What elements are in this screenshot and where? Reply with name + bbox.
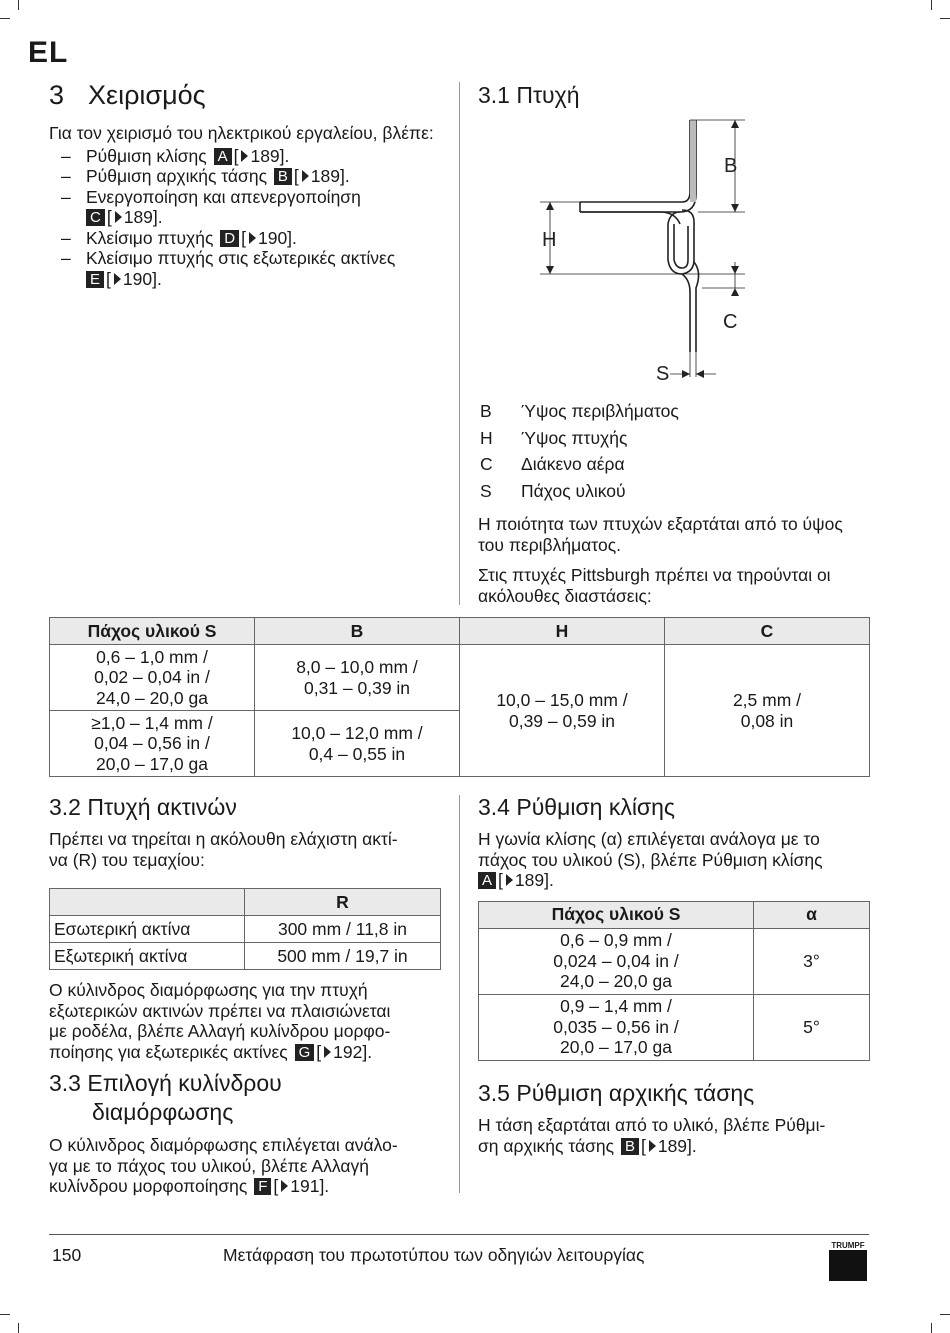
page-ref-arrow-icon — [281, 1180, 288, 1192]
section-paragraph: Η τάση εξαρτάται από το υλικό, βλέπε Ρύθμι- ση αρχικής τάσης B [ 189]. — [478, 1115, 826, 1156]
list-item: – Ενεργοποίηση και απενεργοποίηση C [ 189]. — [49, 187, 449, 228]
diagram-label-b: B — [724, 155, 738, 177]
crop-mark — [0, 18, 10, 19]
page-ref-arrow-icon — [249, 232, 256, 244]
column-header — [50, 889, 245, 916]
table-cell: Εξωτερική ακτίνα — [50, 943, 245, 970]
page-ref-link[interactable]: 190]. — [122, 268, 162, 289]
radius-table — [49, 888, 441, 970]
page-ref-arrow-icon — [302, 170, 309, 182]
crop-mark — [18, 1323, 19, 1333]
language-code: EL — [28, 36, 69, 69]
table-header-row — [50, 889, 441, 916]
section-title: 3.5 Ρύθμιση αρχικής τάσης — [478, 1080, 755, 1106]
figure-key-badge: D — [220, 230, 239, 247]
table-cell: 0,6 – 1,0 mm / 0,02 – 0,04 in / 24,0 – 20,0 ga — [50, 645, 255, 711]
page-ref-link[interactable]: 189]. — [514, 870, 554, 890]
seam-diagram — [530, 112, 770, 387]
table-cell: 300 mm / 11,8 in — [245, 916, 441, 943]
section-3-3 — [49, 1069, 449, 1197]
page-ref-link[interactable]: 189]. — [123, 207, 163, 227]
diagram-legend — [480, 398, 679, 504]
column-header: C — [665, 618, 870, 645]
brand-logo: TRUMPF — [829, 1241, 867, 1281]
table-row — [479, 928, 870, 994]
legend-row: C Διάκενο αέρα — [480, 454, 625, 474]
column-divider — [459, 82, 460, 605]
section-3-5 — [478, 1080, 870, 1156]
table-header-row — [479, 901, 870, 928]
column-header: H — [460, 618, 665, 645]
section-3-4 — [478, 794, 870, 1061]
page-ref-arrow-icon — [114, 273, 121, 285]
table-cell: 3° — [754, 928, 870, 994]
table-cell: 5° — [754, 994, 870, 1060]
figure-key-badge: A — [214, 148, 232, 165]
crop-mark — [940, 18, 950, 19]
diagram-label-c: C — [723, 311, 738, 333]
diagram-label-s: S — [656, 363, 670, 385]
page-number: 150 — [52, 1245, 82, 1265]
section-intro: Πρέπει να τηρείται η ακόλουθη ελάχιστη ακτί- να (R) του τεμαχίου: — [49, 829, 398, 870]
section-heading — [49, 80, 449, 111]
figure-key-badge: C — [86, 209, 105, 226]
section-title: 3.2 Πτυχή ακτινών — [49, 794, 237, 820]
figure-key-badge: A — [478, 872, 496, 889]
column-divider — [459, 795, 460, 1193]
angle-table — [478, 901, 870, 1061]
footer-rule — [49, 1234, 869, 1235]
section-intro: Για τον χειρισμό του ηλεκτρικού εργαλείου, βλέπε: — [49, 123, 434, 143]
crop-mark — [18, 0, 19, 10]
table-cell: 500 mm / 19,7 in — [245, 943, 441, 970]
page-ref-link[interactable]: 189]. — [310, 166, 350, 186]
page-ref-link[interactable]: 190]. — [257, 227, 297, 248]
figure-key-badge: F — [254, 1178, 271, 1195]
table-cell: 0,9 – 1,4 mm / 0,035 – 0,56 in / 20,0 – 17,0 ga — [479, 994, 754, 1060]
section-3-1-title: 3.1 Πτυχή — [478, 82, 580, 108]
figure-key-badge: B — [274, 168, 292, 185]
table-cell: 2,5 mm / 0,08 in — [665, 645, 870, 777]
section-3 — [49, 80, 449, 289]
figure-key-badge: G — [295, 1044, 315, 1061]
column-header: R — [245, 889, 441, 916]
crop-mark — [0, 1314, 10, 1315]
list-item: – Κλείσιμο πτυχής D [ 190]. — [49, 228, 449, 249]
section-title: Χειρισμός — [88, 80, 206, 110]
section-paragraph: Ο κύλινδρος διαμόρφωσης για την πτυχή εξωτερικών ακτινών πρέπει να πλαισιώνεται με ροδέλα, βλέπε Αλλαγή κυλίνδρου μορφο- ποίησης για εξωτερικές ακτίνες G [ 192]. — [49, 980, 391, 1062]
figure-key-badge: B — [621, 1138, 639, 1155]
column-header: α — [754, 901, 870, 928]
table-cell: ≥1,0 – 1,4 mm / 0,04 – 0,56 in / 20,0 – 17,0 ga — [50, 711, 255, 777]
figure-key-badge: E — [86, 271, 104, 288]
page-ref-arrow-icon — [324, 1046, 331, 1058]
table-header-row — [50, 618, 870, 645]
table-cell: Εσωτερική ακτίνα — [50, 916, 245, 943]
page-ref-arrow-icon — [506, 874, 513, 886]
diagram-label-h: H — [542, 229, 557, 251]
section-3-2 — [49, 794, 449, 1062]
quality-paragraph: Η ποιότητα των πτυχών εξαρτάται από το ύψος του περιβλήματος. — [478, 514, 843, 555]
crop-mark — [931, 1323, 932, 1333]
section-number: 3 — [49, 80, 65, 110]
page-ref-arrow-icon — [241, 150, 248, 162]
page-ref-arrow-icon — [649, 1140, 656, 1152]
page-ref-link[interactable]: 192]. — [333, 1041, 373, 1062]
table-cell: 0,6 – 0,9 mm / 0,024 – 0,04 in / 24,0 – 20,0 ga — [479, 928, 754, 994]
table-row — [50, 916, 441, 943]
table-row — [50, 943, 441, 970]
page-ref-arrow-icon — [115, 211, 122, 223]
section-title: 3.4 Ρύθμιση κλίσης — [478, 794, 675, 820]
table-cell: 10,0 – 12,0 mm / 0,4 – 0,55 in — [255, 711, 460, 777]
list-item: – Ρύθμιση αρχικής τάσης B [ 189]. — [49, 166, 449, 187]
footer-text: Μετάφραση του πρωτοτύπου των οδηγιών λειτουργίας — [223, 1245, 645, 1265]
list-item: – Ρύθμιση κλίσης A [ 189]. — [49, 146, 449, 167]
crop-mark — [940, 1314, 950, 1315]
page-ref-link[interactable]: 191]. — [290, 1176, 330, 1196]
page-ref-link[interactable]: 189]. — [657, 1135, 697, 1156]
brand-logo-block — [829, 1250, 867, 1281]
crop-mark — [931, 0, 932, 10]
column-header: B — [255, 618, 460, 645]
column-header: Πάχος υλικού S — [50, 618, 255, 645]
section-paragraph: Η γωνία κλίσης (α) επιλέγεται ανάλογα με το πάχος του υλικού (S), βλέπε Ρύθμιση κλίσης A [ 189]. — [478, 829, 823, 890]
column-header: Πάχος υλικού S — [479, 901, 754, 928]
section-paragraph: Ο κύλινδρος διαμόρφωσης επιλέγεται ανάλο- γα με το πάχος του υλικού, βλέπε Αλλαγή κυλίνδρου μορφοποίησης F [ 191]. — [49, 1135, 398, 1196]
table-row — [479, 994, 870, 1060]
page-ref-link[interactable]: 189]. — [250, 145, 290, 166]
table-cell: 10,0 – 15,0 mm / 0,39 – 0,59 in — [460, 645, 665, 777]
legend-row: B Ύψος περιβλήματος — [480, 401, 679, 421]
legend-row: H Ύψος πτυχής — [480, 427, 628, 448]
section-title: 3.3 Επιλογή κυλίνδρου διαμόρφωσης — [49, 1070, 282, 1125]
pittsburgh-paragraph: Στις πτυχές Pittsburgh πρέπει να τηρούνται οι ακόλουθες διαστάσεις: — [478, 565, 831, 606]
table-row — [50, 645, 870, 711]
legend-row: S Πάχος υλικού — [480, 480, 626, 501]
operation-list — [49, 146, 449, 290]
table-cell: 8,0 – 10,0 mm / 0,31 – 0,39 in — [255, 645, 460, 711]
seam-dimensions-table — [49, 617, 870, 777]
list-item: – Κλείσιμο πτυχής στις εξωτερικές ακτίνες E [ 190]. — [49, 248, 449, 289]
